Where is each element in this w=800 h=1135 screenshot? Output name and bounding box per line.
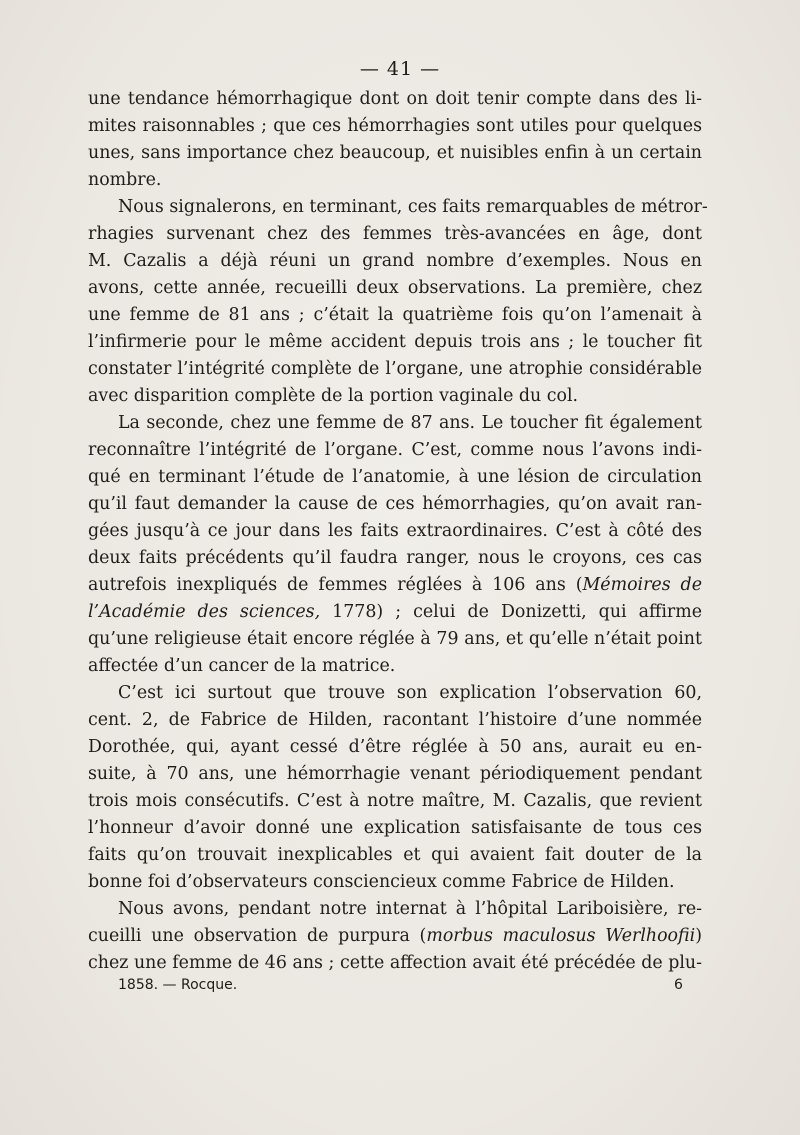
text-line: Nous avons, pendant notre internat à l’hôpital Lariboisière, re- <box>118 899 702 919</box>
text-line: une femme de 81 ans ; c’était la quatrième fois qu’on l’amenait à <box>88 305 702 325</box>
text-line: deux faits précédents qu’il faudra ranger, nous le croyons, ces cas <box>88 548 702 568</box>
sheet-number: 6 <box>674 977 683 993</box>
text-span: 1778) ; celui de Donizetti, qui affirme <box>320 602 702 622</box>
text-line: M. Cazalis a déjà réuni un grand nombre d’exemples. Nous en <box>88 251 702 271</box>
text-line: avons, cette année, recueilli deux observations. La première, chez <box>88 278 702 298</box>
text-line <box>88 599 702 625</box>
text-span: autrefois inexpliqués de femmes réglées à 106 ans ( <box>88 575 583 595</box>
text-line: suite, à 70 ans, une hémorrhagie venant périodiquement pendant <box>88 764 702 784</box>
text-line: avec disparition complète de la portion vaginale du col. <box>88 386 579 406</box>
text-line: l’infirmerie pour le même accident depuis trois ans ; le toucher fit <box>88 332 702 352</box>
text-line <box>88 572 702 598</box>
text-line <box>88 923 702 949</box>
text-span: ) <box>695 926 702 946</box>
text-line: trois mois consécutifs. C’est à notre maître, M. Cazalis, que revient <box>88 791 702 811</box>
text-span: cueilli une observation de purpura ( <box>88 926 427 946</box>
text-line: chez une femme de 46 ans ; cette affection avait été précédée de plu- <box>88 953 702 973</box>
text-line: cent. 2, de Fabrice de Hilden, racontant l’histoire d’une nommée <box>88 710 702 730</box>
italic-term: morbus maculosus Werlhoofii <box>426 926 696 946</box>
text-line: mites raisonnables ; que ces hémorrhagies sont utiles pour quelques <box>88 116 702 136</box>
text-line: qué en terminant l’étude de l’anatomie, à une lésion de circulation <box>88 467 702 487</box>
text-line: qu’une religieuse était encore réglée à 79 ans, et qu’elle n’était point <box>88 629 702 649</box>
text-line: constater l’intégrité complète de l’organe, une atrophie considérable <box>88 359 702 379</box>
text-line: C’est ici surtout que trouve son explication l’observation 60, <box>118 683 702 703</box>
text-line: La seconde, chez une femme de 87 ans. Le toucher fit également <box>118 413 702 433</box>
text-line: nombre. <box>88 170 162 190</box>
text-line: qu’il faut demander la cause de ces hémorrhagies, qu’on avait ran- <box>88 494 702 514</box>
text-line: l’honneur d’avoir donné une explication satisfaisante de tous ces <box>88 818 702 838</box>
text-line: bonne foi d’observateurs consciencieux comme Fabrice de Hilden. <box>88 872 675 892</box>
text-line: Nous signalerons, en terminant, ces faits remarquables de métror- <box>118 197 708 217</box>
italic-citation: Mémoires de <box>582 575 702 595</box>
italic-citation: l’Académie des sciences, <box>88 602 321 622</box>
page-number: — 41 — <box>359 58 441 80</box>
text-line: reconnaître l’intégrité de l’organe. C’est, comme nous l’avons indi- <box>88 440 702 460</box>
text-line: une tendance hémorrhagique dont on doit tenir compte dans des li- <box>88 89 702 109</box>
text-line: gées jusqu’à ce jour dans les faits extraordinaires. C’est à côté des <box>88 521 702 541</box>
text-line: rhagies survenant chez des femmes très-avancées en âge, dont <box>88 224 702 244</box>
text-line: affectée d’un cancer de la matrice. <box>88 656 396 676</box>
text-line: Dorothée, qui, ayant cessé d’être réglée à 50 ans, aurait eu en- <box>88 737 702 757</box>
text-line: faits qu’on trouvait inexplicables et qui avaient fait douter de la <box>88 845 702 865</box>
text-line: unes, sans importance chez beaucoup, et nuisibles enfin à un certain <box>88 143 702 163</box>
signature-mark: 1858. — Rocque. <box>118 977 238 993</box>
